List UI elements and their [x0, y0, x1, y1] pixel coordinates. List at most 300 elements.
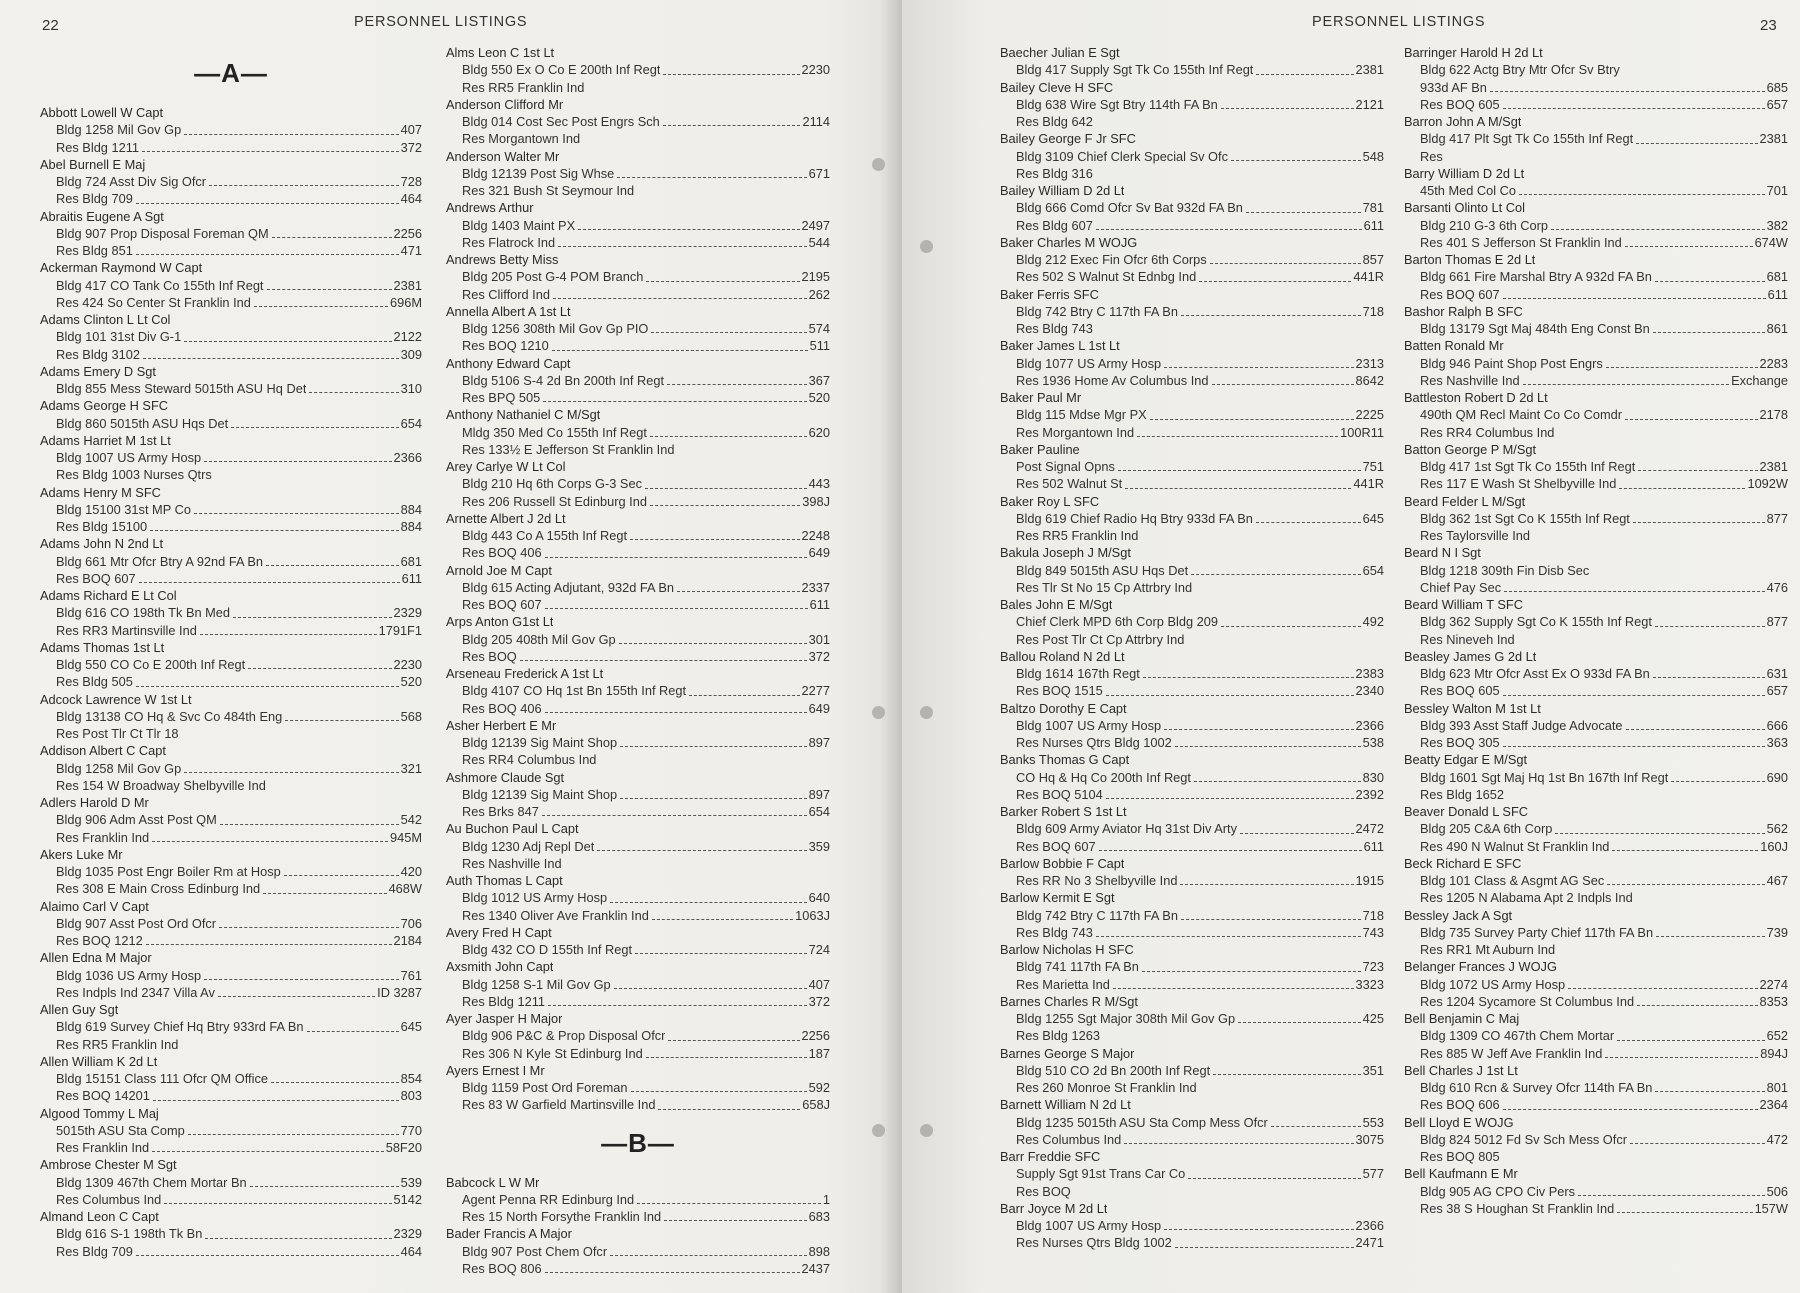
entry-detail-line — [446, 682, 830, 699]
entry-detail-line — [1000, 1217, 1384, 1234]
dash-leader — [1630, 1143, 1765, 1144]
entry-detail-text: Bldg 417 1st Sgt Tk Co 155th Inf Regt — [1420, 459, 1636, 474]
dash-leader — [188, 1134, 399, 1135]
phone-extension: 520 — [808, 390, 830, 405]
entry-name-text: Arseneau Frederick A 1st Lt — [446, 666, 604, 681]
phone-extension: 2381 — [1355, 62, 1384, 78]
entry-detail-text: Res 154 W Broadway Shelbyville Ind — [56, 777, 266, 793]
entry-name — [40, 1001, 422, 1018]
entry-detail-text: Res BOQ — [1016, 1183, 1071, 1199]
punch-hole — [872, 1124, 885, 1137]
punch-hole — [920, 1124, 933, 1137]
entry-detail-text: Chief Pay Sec — [1420, 579, 1502, 595]
entry-detail-text: Bldg 610 Rcn & Survey Ofcr 114th FA Bn — [1420, 1080, 1653, 1095]
entry-name-text: Beaver Donald L SFC — [1404, 804, 1529, 819]
phone-extension: 425 — [1362, 1011, 1384, 1026]
entry-detail-line — [1000, 820, 1384, 837]
entry-name-text: Baltzo Dorothy E Capt — [1000, 700, 1127, 716]
entry-name — [40, 484, 422, 501]
entry-detail-line — [40, 518, 422, 535]
entry-detail-text: Res BOQ 606 — [1420, 1097, 1500, 1113]
entry-detail-text: Bldg 1218 309th Fin Disb Sec — [1420, 562, 1590, 578]
entry-detail-text: Chief Clerk MPD 6th Corp Bldg 209 — [1016, 614, 1218, 630]
entry-name — [1404, 596, 1788, 613]
punch-hole — [920, 240, 933, 253]
phone-extension: 2383 — [1355, 666, 1384, 681]
entry-name — [40, 259, 422, 276]
phone-extension: 544 — [808, 234, 830, 250]
entry-detail-text: Bldg 735 Survey Party Chief 117th FA Bn — [1420, 924, 1654, 940]
dash-leader — [658, 1109, 800, 1110]
entry-detail-text: Res Bldg 851 — [56, 243, 133, 258]
dash-leader — [1164, 367, 1353, 368]
dash-leader — [1256, 74, 1353, 75]
phone-extension: 468W — [388, 881, 422, 897]
entry-detail-line — [40, 328, 422, 345]
page-header-right: PERSONNEL LISTINGS — [1312, 14, 1486, 30]
entry-detail-text: Res 38 S Houghan St Franklin Ind — [1420, 1200, 1615, 1216]
entry-detail-line — [1404, 79, 1788, 96]
entry-detail-line — [1000, 251, 1384, 268]
entry-name-text: Akers Luke Mr — [40, 846, 123, 862]
entry-detail-text: Bldg 906 P&C & Prop Disposal Ofcr — [462, 1028, 666, 1044]
entry-detail-line — [1404, 1148, 1788, 1165]
entry-name-text: Bader Francis A Major — [446, 1226, 572, 1242]
entry-detail-line — [1404, 61, 1788, 78]
entry-name-text: Ayer Jasper H Major — [446, 1011, 563, 1026]
entry-detail-line — [1404, 286, 1788, 303]
phone-extension: 1915 — [1355, 873, 1384, 888]
entry-detail-line — [40, 1174, 422, 1191]
dash-leader — [542, 815, 807, 816]
entry-detail-line — [446, 286, 830, 303]
entry-detail-line — [1000, 1114, 1384, 1131]
entry-name — [1000, 1148, 1384, 1165]
phone-extension: 2225 — [1355, 407, 1384, 423]
entry-name-text: Bakula Joseph J M/Sgt — [1000, 545, 1131, 561]
entry-detail-line — [446, 579, 830, 596]
entry-detail-line — [1404, 613, 1788, 630]
entry-detail-text: Bldg 15100 31st MP Co — [56, 501, 191, 517]
phone-extension: 654 — [1362, 562, 1384, 578]
dash-leader — [1612, 850, 1758, 851]
entry-name-text: Anderson Walter Mr — [446, 148, 560, 164]
entry-detail-line — [1404, 924, 1788, 941]
entry-name — [1000, 79, 1384, 96]
phone-extension: 3323 — [1355, 976, 1384, 992]
phone-extension: 420 — [400, 864, 422, 879]
phone-extension: 8642 — [1355, 372, 1384, 388]
phone-extension: 2283 — [1759, 355, 1788, 371]
phone-extension: 100R11 — [1340, 424, 1384, 440]
entry-detail-line — [1000, 406, 1384, 423]
phone-extension: 363 — [1766, 735, 1788, 750]
entry-detail-text: Mldg 350 Med Co 155th Inf Regt — [462, 424, 647, 440]
entry-name-text: Addison Albert C Capt — [40, 743, 166, 759]
entry-detail-line — [446, 889, 830, 906]
entry-detail-line — [1000, 148, 1384, 165]
entry-detail-text: Bldg 661 Fire Marshal Btry A 932d FA Bn — [1420, 269, 1652, 285]
entry-name — [1000, 234, 1384, 251]
right-page — [902, 0, 1800, 1293]
dash-leader — [1164, 729, 1353, 730]
phone-extension: 2381 — [393, 277, 422, 293]
entry-detail-text: Res 133½ E Jefferson St Franklin Ind — [462, 441, 675, 457]
entry-name-text: Bessley Jack A Sgt — [1404, 907, 1513, 923]
entry-name — [1000, 751, 1384, 768]
phone-extension: 681 — [1766, 269, 1788, 285]
phone-extension: 718 — [1362, 907, 1384, 923]
phone-extension: 854 — [400, 1071, 422, 1086]
entry-name-text: Anderson Clifford Mr — [446, 96, 564, 112]
entry-name-text: Abraitis Eugene A Sgt — [40, 208, 164, 224]
entry-detail-text: Res Post Tlr Ct Cp Attrbry Ind — [1016, 631, 1185, 647]
entry-detail-text: Bldg 205 C&A 6th Corp — [1420, 821, 1553, 837]
phone-extension: 2497 — [801, 217, 830, 233]
entry-detail-line — [1404, 734, 1788, 751]
phone-extension: 620 — [808, 424, 830, 440]
entry-detail-text: Post Signal Opns — [1016, 459, 1115, 474]
entry-name-text: Barlow Nicholas H SFC — [1000, 942, 1134, 957]
phone-extension: 884 — [400, 519, 422, 534]
entry-detail-line — [1404, 130, 1788, 147]
entry-detail-text: Bldg 115 Mdse Mgr PX — [1016, 407, 1147, 423]
entry-detail-text: Bldg 205 Post G-4 POM Branch — [462, 269, 644, 285]
entry-detail-text: Res Tlr St No 15 Cp Attrbry Ind — [1016, 579, 1193, 595]
phone-extension: 2381 — [1759, 459, 1788, 474]
phone-extension: 701 — [1766, 183, 1788, 198]
entry-name-text: Beatty Edgar E M/Sgt — [1404, 752, 1528, 768]
entry-detail-text: 45th Med Col Co — [1420, 183, 1517, 198]
entry-detail-line — [1404, 234, 1788, 251]
dash-leader — [610, 1255, 807, 1256]
entry-name — [1404, 1165, 1788, 1182]
dash-leader — [139, 582, 400, 583]
entry-name-text: Allen William K 2d Lt — [40, 1053, 158, 1069]
phone-extension: 801 — [1766, 1080, 1788, 1095]
phone-extension: 861 — [1766, 321, 1788, 336]
dash-leader — [650, 505, 800, 506]
entry-name-text: Ashmore Claude Sgt — [446, 769, 565, 785]
phone-extension: 857 — [1362, 252, 1384, 267]
phone-extension: 398J — [802, 493, 830, 509]
entry-detail-line — [1404, 665, 1788, 682]
dash-leader — [548, 1005, 807, 1006]
entry-detail-line — [1000, 458, 1384, 475]
entry-detail-line — [40, 346, 422, 363]
entry-detail-text: Bldg 615 Acting Adjutant, 932d FA Bn — [462, 579, 675, 595]
phone-extension: 674W — [1754, 234, 1788, 250]
entry-name-text: Barringer Harold H 2d Lt — [1404, 45, 1543, 60]
entry-name-text: Adams John N 2nd Lt — [40, 536, 164, 552]
phone-extension: 2392 — [1355, 786, 1384, 802]
entry-detail-text: Bldg 905 AG CPO Civ Pers — [1420, 1183, 1576, 1199]
phone-extension: 492 — [1362, 614, 1384, 630]
entry-name — [446, 1174, 830, 1191]
entry-detail-line — [446, 234, 830, 251]
entry-detail-line — [1000, 113, 1384, 130]
entry-name-text: Alms Leon C 1st Lt — [446, 45, 555, 60]
entry-name — [40, 898, 422, 915]
dash-leader — [1503, 746, 1765, 747]
entry-detail-line — [446, 424, 830, 441]
entry-detail-line — [446, 1260, 830, 1277]
entry-detail-text: Res Morgantown Ind — [1016, 424, 1135, 440]
entry-name — [1404, 958, 1788, 975]
entry-detail-text: Res BOQ 607 — [56, 570, 136, 586]
entry-detail-text: Bldg 1035 Post Engr Boiler Rm at Hosp — [56, 864, 281, 879]
entry-detail-text: Bldg 619 Survey Chief Hq Btry 933rd FA Bn — [56, 1019, 304, 1035]
entry-detail-text: Bldg 638 Wire Sgt Btry 114th FA Bn — [1016, 96, 1218, 112]
dash-leader — [663, 125, 801, 126]
dash-leader — [1137, 436, 1338, 437]
entry-detail-text: Res Nashville Ind — [462, 855, 562, 871]
phone-extension: 1791F1 — [378, 622, 422, 638]
dash-leader — [617, 177, 806, 178]
entry-name — [40, 363, 422, 380]
entry-name-text: Axsmith John Capt — [446, 959, 554, 975]
entry-detail-text: Res Nashville Ind — [1420, 372, 1520, 388]
dash-leader — [1181, 315, 1361, 316]
phone-extension: 577 — [1362, 1166, 1384, 1182]
dash-leader — [652, 919, 793, 920]
dash-leader — [285, 720, 398, 721]
dash-leader — [266, 565, 399, 566]
dash-leader — [668, 1040, 799, 1041]
phone-extension: 706 — [400, 915, 422, 931]
entry-name-text: Adams Richard E Lt Col — [40, 588, 177, 603]
entry-detail-line — [1000, 665, 1384, 682]
entry-name-text: Arnette Albert J 2d Lt — [446, 510, 566, 526]
entry-detail-line — [1000, 424, 1384, 441]
phone-extension: 649 — [808, 545, 830, 561]
entry-name — [1000, 596, 1384, 613]
entry-detail-line — [1000, 631, 1384, 648]
entry-name-text: Au Buchon Paul L Capt — [446, 821, 579, 837]
entry-name-text: Beck Richard E SFC — [1404, 855, 1522, 871]
entry-detail-text: Bldg 724 Asst Div Sig Ofcr — [56, 174, 207, 189]
entry-name-text: Baker James L 1st Lt — [1000, 338, 1120, 354]
entry-name — [446, 458, 830, 475]
entry-name-text: Barker Robert S 1st Lt — [1000, 804, 1127, 819]
entry-name — [1404, 165, 1788, 182]
entry-name — [40, 691, 422, 708]
phone-extension: 574 — [808, 321, 830, 336]
entry-detail-text: 5015th ASU Sta Comp — [56, 1122, 185, 1138]
entry-detail-text: Bldg 1601 Sgt Maj Hq 1st Bn 167th Inf Regt — [1420, 769, 1669, 785]
phone-extension: 2230 — [393, 657, 422, 672]
entry-name — [1404, 389, 1788, 406]
entry-name-text: Babcock L W Mr — [446, 1174, 540, 1190]
dash-leader — [152, 841, 388, 842]
entry-detail-text: Res 1936 Home Av Columbus Ind — [1016, 372, 1209, 388]
entry-detail-line — [40, 984, 422, 1001]
entry-name — [1404, 199, 1788, 216]
entry-detail-text: Res Nineveh Ind — [1420, 631, 1515, 647]
punch-hole — [920, 706, 933, 719]
dash-leader — [1503, 108, 1765, 109]
phone-extension: 1063J — [795, 907, 830, 923]
entry-name-text: Alaimo Carl V Capt — [40, 898, 149, 914]
entry-detail-line — [40, 915, 422, 932]
phone-extension: 372 — [808, 648, 830, 664]
entry-detail-text: Res RR5 Franklin Ind — [56, 1036, 179, 1052]
dash-leader — [1626, 729, 1765, 730]
entry-name-text: Adams Thomas 1st Lt — [40, 639, 165, 655]
entry-name — [1000, 389, 1384, 406]
entry-name — [446, 406, 830, 423]
phone-extension: 2178 — [1759, 407, 1788, 423]
dash-leader — [651, 332, 806, 333]
entry-detail-text: Res BOQ 1212 — [56, 933, 143, 948]
dash-leader — [1175, 1247, 1354, 1248]
dash-leader — [1551, 229, 1765, 230]
entry-name-text: Adlers Harold D Mr — [40, 795, 149, 810]
phone-extension: 894J — [1760, 1045, 1788, 1061]
entry-detail-line — [446, 389, 830, 406]
phone-extension: 671 — [808, 165, 830, 181]
entry-detail-text: Agent Penna RR Edinburg Ind — [462, 1191, 635, 1207]
dash-leader — [650, 436, 807, 437]
dash-leader — [1213, 1074, 1360, 1075]
entry-detail-text: Bldg 1258 Mil Gov Gp — [56, 760, 182, 776]
phone-extension: 407 — [808, 976, 830, 992]
entry-detail-line — [1000, 872, 1384, 889]
entry-detail-line — [446, 751, 830, 768]
entry-detail-line — [40, 1122, 422, 1139]
punch-hole — [872, 158, 885, 171]
entry-detail-line — [1000, 1079, 1384, 1096]
entry-detail-text: Res Bldg 505 — [56, 674, 133, 690]
entry-detail-text: Bldg 907 Prop Disposal Foreman QM — [56, 225, 269, 241]
entry-detail-text: Bldg 1403 Maint PX — [462, 217, 576, 233]
entry-detail-line — [446, 1079, 830, 1096]
listing-column-1 — [40, 44, 422, 1260]
entry-detail-text: Res BOQ 1515 — [1016, 683, 1103, 699]
entry-detail-text: Res 401 S Jefferson St Franklin Ind — [1420, 234, 1622, 250]
dash-leader — [545, 1272, 800, 1273]
entry-detail-line — [446, 475, 830, 492]
dash-leader — [664, 1220, 806, 1221]
entry-name-text: Barry William D 2d Lt — [1404, 165, 1525, 181]
entry-name — [1000, 44, 1384, 61]
phone-extension: 467 — [1766, 873, 1788, 888]
entry-name — [446, 251, 830, 268]
entry-name — [446, 872, 830, 889]
entry-name — [1404, 303, 1788, 320]
entry-name-text: Bell Lloyd E WOJG — [1404, 1114, 1514, 1130]
entry-detail-line — [40, 1243, 422, 1260]
dash-leader — [1655, 626, 1765, 627]
entry-name — [40, 104, 422, 121]
dash-leader — [558, 246, 806, 247]
entry-name-text: Adams Harriet M 1st Lt — [40, 432, 171, 448]
entry-name-text: Barsanti Olinto Lt Col — [1404, 200, 1525, 216]
entry-detail-text: Bldg 417 Supply Sgt Tk Co 155th Inf Regt — [1016, 62, 1254, 78]
dash-leader — [136, 254, 399, 255]
entry-detail-line — [446, 337, 830, 354]
entry-name-text: Ambrose Chester M Sgt — [40, 1157, 177, 1173]
dash-leader — [136, 686, 399, 687]
entry-detail-text: Bldg 417 CO Tank Co 155th Inf Regt — [56, 277, 264, 293]
entry-detail-text: Res Bldg 1263 — [1016, 1028, 1100, 1044]
entry-detail-text: Res BOQ 5104 — [1016, 786, 1103, 802]
entry-detail-line — [40, 622, 422, 639]
entry-detail-text: Res BOQ 805 — [1420, 1149, 1500, 1164]
phone-extension: 157W — [1754, 1200, 1788, 1216]
entry-detail-text: Bldg 824 5012 Fd Sv Sch Mess Ofcr — [1420, 1131, 1627, 1147]
entry-detail-line — [1000, 786, 1384, 803]
phone-extension: 2121 — [1355, 96, 1384, 112]
phone-extension: 751 — [1362, 459, 1384, 474]
entry-name-text: Adcock Lawrence W 1st Lt — [40, 691, 192, 707]
dash-leader — [220, 824, 399, 825]
dash-leader — [1210, 263, 1361, 264]
entry-detail-line — [446, 217, 830, 234]
entry-detail-line — [446, 1191, 830, 1208]
section-letter-heading: —B— — [601, 1127, 675, 1158]
dash-leader — [1490, 91, 1765, 92]
phone-extension: 2256 — [393, 225, 422, 241]
entry-detail-text: Res Bldg 1211 — [56, 139, 139, 155]
entry-detail-text: Bldg 619 Chief Radio Hq Btry 933d FA Bn — [1016, 510, 1253, 526]
entry-name — [446, 96, 830, 113]
entry-detail-text: Bldg 13138 CO Hq & Svc Co 484th Eng — [56, 708, 283, 724]
entry-name — [1000, 700, 1384, 717]
phone-extension: 681 — [400, 553, 422, 569]
entry-detail-line — [446, 855, 830, 872]
entry-detail-line — [1404, 872, 1788, 889]
dash-leader — [1671, 781, 1764, 782]
entry-detail-text: Res 306 N Kyle St Edinburg Ind — [462, 1045, 643, 1061]
entry-detail-text: Res Bldg 709 — [56, 191, 133, 207]
entry-detail-text: Res 83 W Garfield Martinsville Ind — [462, 1097, 656, 1113]
dash-leader — [646, 1057, 807, 1058]
entry-detail-text: Bldg 12139 Sig Maint Shop — [462, 735, 618, 750]
entry-detail-text: 933d AF Bn — [1420, 79, 1487, 95]
entry-detail-line — [40, 863, 422, 880]
entry-name — [1000, 441, 1384, 458]
entry-detail-text: Bldg 661 Mtr Ofcr Btry A 92nd FA Bn — [56, 553, 263, 569]
entry-detail-line — [446, 1045, 830, 1062]
entry-detail-line — [40, 225, 422, 242]
phone-extension: 301 — [808, 631, 830, 647]
entry-detail-line — [446, 838, 830, 855]
entry-detail-line — [1404, 1200, 1788, 1217]
phone-extension: 654 — [400, 415, 422, 431]
entry-detail-line — [446, 182, 830, 199]
entry-detail-line — [40, 294, 422, 311]
entry-detail-line — [446, 1027, 830, 1044]
entry-name — [1000, 1045, 1384, 1062]
entry-detail-text: Bldg 550 CO Co E 200th Inf Regt — [56, 657, 246, 672]
dash-leader — [1636, 143, 1757, 144]
phone-extension: 652 — [1766, 1028, 1788, 1044]
phone-extension: 2366 — [1355, 1218, 1384, 1233]
phone-extension: 2313 — [1355, 355, 1384, 371]
dash-leader — [1653, 677, 1765, 678]
entry-detail-line — [1000, 1234, 1384, 1251]
dash-leader — [1099, 850, 1362, 851]
entry-name — [446, 820, 830, 837]
phone-extension: 724 — [808, 942, 830, 957]
entry-detail-line — [1404, 424, 1788, 441]
entry-detail-text: Res Bldg 1003 Nurses Qtrs — [56, 467, 212, 483]
entry-name-text: Auth Thomas L Capt — [446, 873, 563, 888]
dash-leader — [1523, 384, 1730, 385]
dash-leader — [620, 798, 807, 799]
entry-detail-line — [1000, 303, 1384, 320]
